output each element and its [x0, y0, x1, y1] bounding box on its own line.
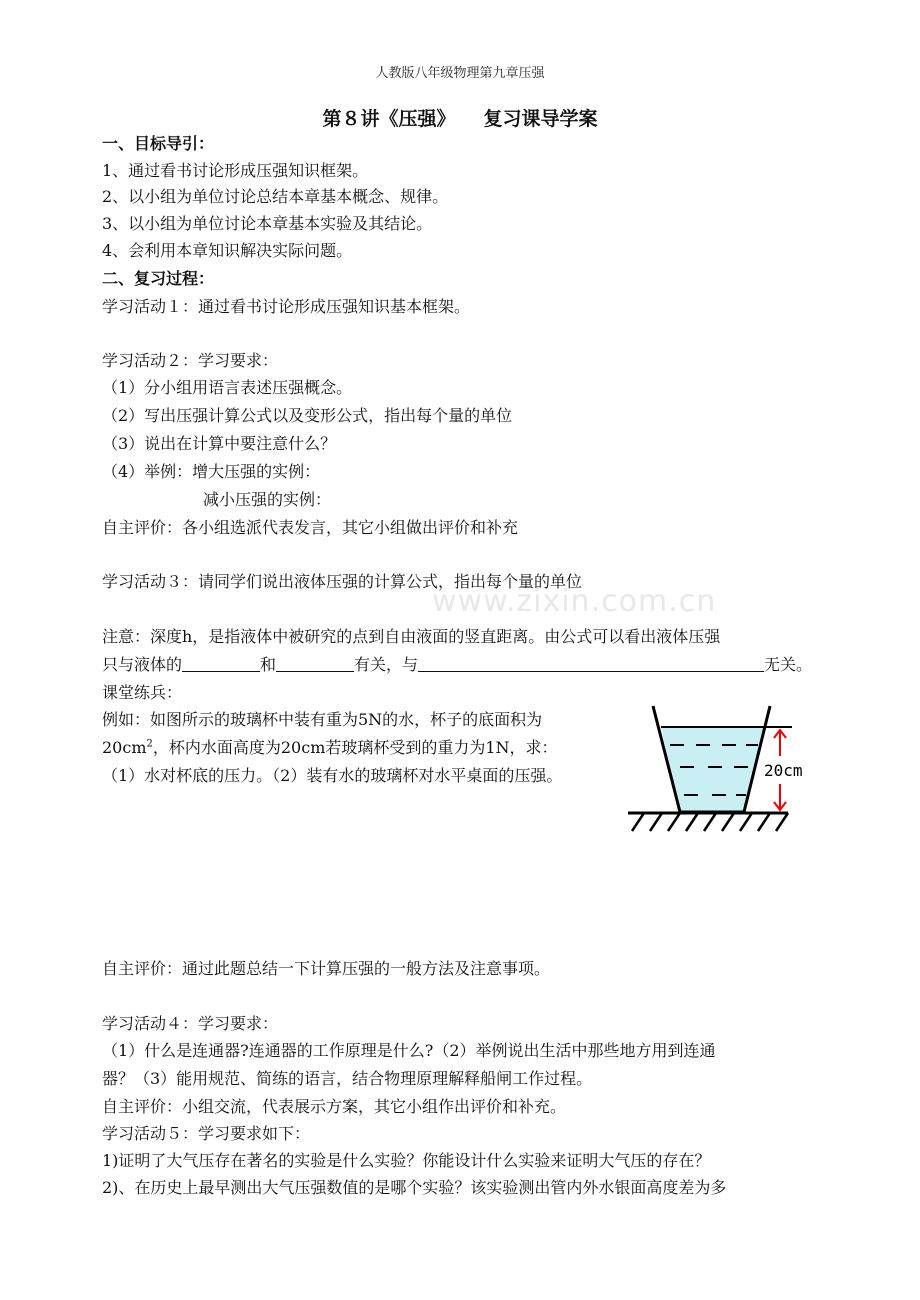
area-exponent: 2: [146, 738, 153, 750]
area-value: 20cm: [102, 738, 147, 757]
table-hatching: [632, 813, 788, 831]
activity-2-item: （4）举例：增大压强的实例：: [102, 462, 321, 481]
activity-2-evaluation: 自主评价：各小组选派代表发言，其它小组做出评价和补充: [102, 518, 519, 537]
note-text-a: 只与液体的: [102, 655, 183, 674]
watermark: www.zixin.com.cn: [432, 584, 717, 619]
glass-cup-figure: [622, 700, 803, 840]
fill-blank-3[interactable]: [418, 655, 764, 672]
note-text-d: 无关。: [764, 655, 813, 674]
fill-blank-1[interactable]: [182, 655, 260, 672]
note-text-b: 和: [260, 655, 277, 674]
activity-5-line-1: 1)证明了大气压存在著名的实验是什么实验？你能设计什么实验来证明大气压的存在？: [102, 1151, 711, 1170]
note-line-1: 注意：深度h，是指液体中被研究的点到自由液面的竖直距离。由公式可以看出液体压强: [102, 627, 721, 646]
activity-3: 学习活动３：请同学们说出液体压强的计算公式，指出每个量的单位: [102, 572, 583, 591]
practice-title: 课堂练兵：: [102, 683, 183, 702]
activity-2-subitem: 减小压强的实例：: [203, 490, 332, 509]
activity-2-item: （1）分小组用语言表述压强概念。: [102, 378, 353, 397]
goal-item: 2、以小组为单位讨论总结本章基本概念、规律。: [102, 187, 449, 206]
activity-5-line-2: 2)、在历史上最早测出大气压强数值的是哪个实验？该实验测出管内外水银面高度差为多: [102, 1178, 727, 1197]
note-text-c: 有关，与: [354, 655, 419, 674]
activity-2-title: 学习活动２：学习要求：: [102, 351, 279, 370]
practice-line-2: [102, 737, 558, 759]
page-header: 人教版八年级物理第九章压强: [375, 66, 545, 81]
fill-blank-2[interactable]: [276, 655, 354, 672]
section-1-heading: 一、目标导引：: [102, 134, 215, 153]
activity-4-line-2: 器？（3）能用规范、简练的语言，结合物理原理解释船闸工作过程。: [102, 1069, 593, 1088]
activity-4-evaluation: 自主评价：小组交流，代表展示方案，其它小组作出评价和补充。: [102, 1097, 567, 1116]
title-lecture: 第８讲《压强》: [322, 108, 456, 130]
activity-5-title: 学习活动５：学习要求如下：: [102, 1124, 311, 1143]
evaluation-3: 自主评价：通过此题总结一下计算压强的一般方法及注意事项。: [102, 959, 551, 978]
goal-item: 4、会利用本章知识解决实际问题。: [102, 241, 353, 260]
activity-4-title: 学习活动４：学习要求：: [102, 1014, 279, 1033]
document-title: [0, 104, 920, 131]
note-line-2: [102, 654, 812, 676]
section-2-heading: 二、复习过程：: [102, 269, 215, 288]
practice-line-1: 例如：如图所示的玻璃杯中装有重为5N的水，杯子的底面积为: [102, 710, 543, 729]
goal-item: 3、以小组为单位讨论本章基本实验及其结论。: [102, 214, 433, 233]
activity-2-item: （2）写出压强计算公式以及变形公式，指出每个量的单位: [102, 406, 513, 425]
practice-line-2-rest: ，杯内水面高度为20cm若玻璃杯受到的重力为1N，求：: [152, 738, 558, 757]
practice-line-3: （1）水对杯底的压力。（2）装有水的玻璃杯对水平桌面的压强。: [102, 766, 563, 785]
activity-4-line-1: （1）什么是连通器?连通器的工作原理是什么?（2）举例说出生活中那些地方用到连通: [102, 1041, 716, 1060]
height-label: 20cm: [764, 761, 803, 780]
activity-2-item: （3）说出在计算中要注意什么？: [102, 434, 337, 453]
activity-1: 学习活动１：通过看书讨论形成压强知识基本框架。: [102, 297, 471, 316]
title-subtitle: 复习课导学案: [483, 108, 598, 130]
goal-item: 1、通过看书讨论形成压强知识框架。: [102, 161, 369, 180]
